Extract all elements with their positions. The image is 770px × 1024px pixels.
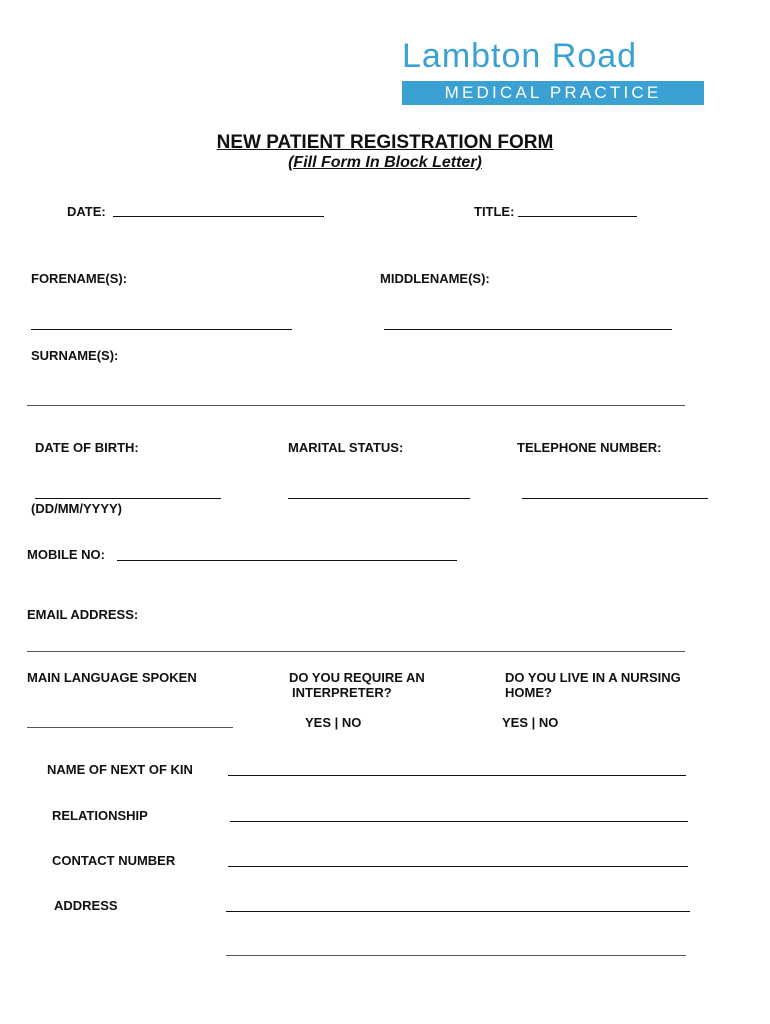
practice-logo-tagline: MEDICAL PRACTICE	[402, 81, 704, 105]
telephone-label: TELEPHONE NUMBER:	[517, 440, 662, 455]
surnames-field[interactable]	[27, 405, 685, 406]
email-field[interactable]	[27, 651, 685, 652]
title-field[interactable]	[518, 216, 637, 217]
form-subtitle: (Fill Form In Block Letter)	[288, 154, 482, 171]
language-label: MAIN LANGUAGE SPOKEN	[27, 670, 197, 685]
nursing-home-yes-no[interactable]: YES | NO	[502, 715, 559, 730]
address-label: ADDRESS	[54, 898, 118, 913]
nursing-home-label-line1: DO YOU LIVE IN A NURSING	[505, 670, 681, 685]
middlenames-field[interactable]	[384, 329, 672, 330]
language-field[interactable]	[27, 727, 233, 728]
interpreter-label-line1: DO YOU REQUIRE AN	[289, 670, 425, 685]
relationship-label: RELATIONSHIP	[52, 808, 148, 823]
surnames-label: SURNAME(S):	[31, 348, 119, 363]
telephone-field[interactable]	[522, 498, 708, 499]
address-field-line1[interactable]	[226, 911, 690, 912]
mobile-label: MOBILE NO:	[27, 547, 105, 562]
interpreter-label-line2: INTERPRETER?	[292, 685, 392, 700]
marital-status-label: MARITAL STATUS:	[288, 440, 404, 455]
contact-number-field[interactable]	[228, 866, 688, 867]
practice-logo-name: Lambton Road	[402, 37, 638, 75]
middlenames-label: MIDDLENAME(S):	[380, 271, 490, 286]
nursing-home-label-line2: HOME?	[505, 685, 552, 700]
mobile-field[interactable]	[117, 560, 457, 561]
next-of-kin-name-field[interactable]	[228, 775, 686, 776]
interpreter-yes-no[interactable]: YES | NO	[305, 715, 362, 730]
date-label: DATE:	[67, 204, 106, 219]
forenames-field[interactable]	[31, 329, 292, 330]
title-label: TITLE:	[474, 204, 515, 219]
forenames-label: FORENAME(S):	[31, 271, 128, 286]
form-title: NEW PATIENT REGISTRATION FORM	[216, 132, 554, 153]
dob-format-hint: (DD/MM/YYYY)	[31, 501, 122, 516]
dob-field[interactable]	[35, 498, 221, 499]
relationship-field[interactable]	[230, 821, 688, 822]
email-label: EMAIL ADDRESS:	[27, 607, 139, 622]
next-of-kin-name-label: NAME OF NEXT OF KIN	[47, 762, 193, 777]
dob-label: DATE OF BIRTH:	[35, 440, 139, 455]
date-field[interactable]	[113, 216, 324, 217]
address-field-line2[interactable]	[226, 955, 686, 956]
contact-number-label: CONTACT NUMBER	[52, 853, 176, 868]
marital-status-field[interactable]	[288, 498, 470, 499]
